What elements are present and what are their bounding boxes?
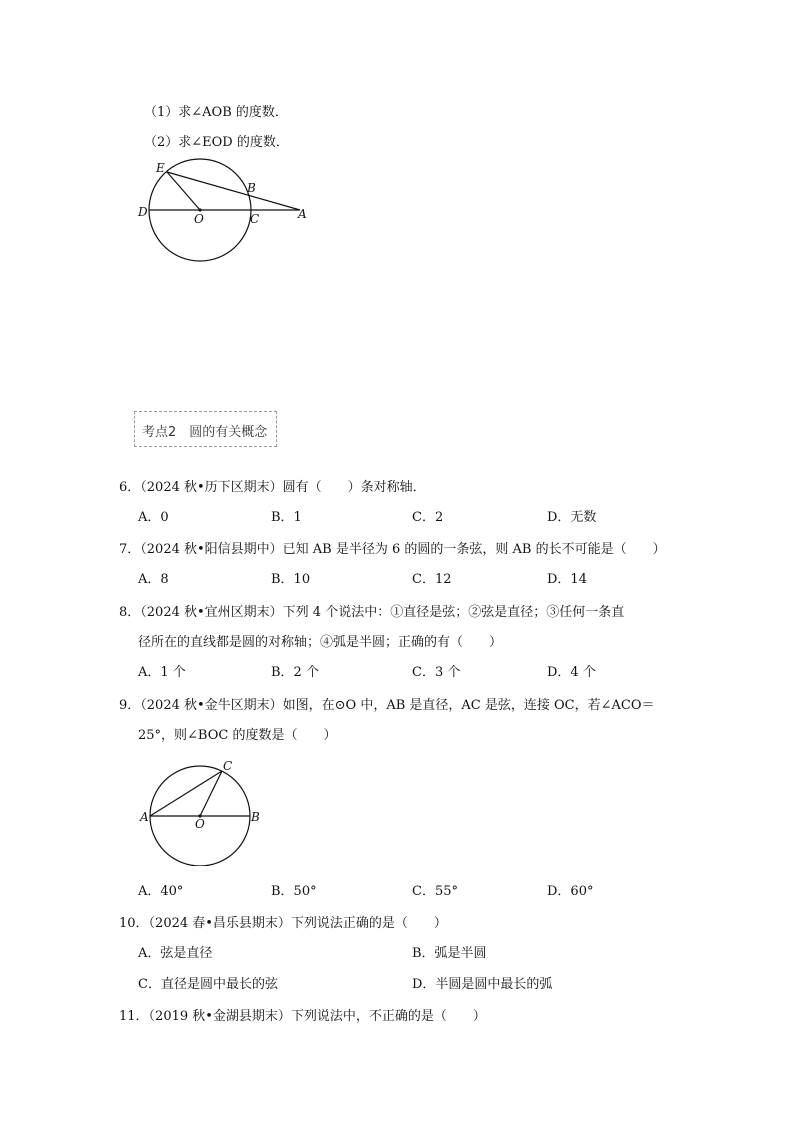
figure-circle-eoda <box>136 158 316 266</box>
label-o: O <box>194 212 204 226</box>
question-7: 7．（2024 秋•阳信县期中）已知 AB 是半径为 6 的圆的一条弦，则 AB 的长不可能是（ ） <box>119 542 666 557</box>
label-o2: O <box>195 817 205 831</box>
q8-option-c[interactable]: C．3 个 <box>412 665 461 680</box>
q7-option-d[interactable]: D．14 <box>547 572 587 587</box>
segment-eo <box>167 172 200 210</box>
sub-question-2: （2）求∠EOD 的度数． <box>144 135 289 150</box>
q10-option-d[interactable]: D．半圆是圆中最长的弧 <box>412 977 553 992</box>
q9-option-a[interactable]: A．40° <box>138 884 184 899</box>
question-8-line1: 8．（2024 秋•宜州区期末）下列 4 个说法中：①直径是弦；②弦是直径；③任何一条直 <box>119 605 625 620</box>
label-d: D <box>138 205 148 219</box>
q10-option-c[interactable]: C．直径是圆中最长的弦 <box>138 977 278 992</box>
q9-option-c[interactable]: C．55° <box>412 884 458 899</box>
section-tag-label: 考点2 圆的有关概念 <box>142 425 268 440</box>
q6-option-c[interactable]: C．2 <box>412 510 444 525</box>
question-10: 10．（2024 春•昌乐县期末）下列说法正确的是（ ） <box>119 916 447 931</box>
sub-question-1: （1）求∠AOB 的度数． <box>144 105 288 120</box>
q10-option-a[interactable]: A．弦是直径 <box>138 946 213 961</box>
q9-option-b[interactable]: B．50° <box>271 884 317 899</box>
question-6: 6．（2024 秋•历下区期末）圆有（ ）条对称轴． <box>119 480 426 495</box>
section-tag <box>134 411 277 447</box>
question-9-line2: 25°，则∠BOC 的度数是（ ） <box>138 728 337 743</box>
q7-option-c[interactable]: C．12 <box>412 572 452 587</box>
figure-circle-acob <box>138 758 264 866</box>
q7-option-b[interactable]: B．10 <box>271 572 311 587</box>
q8-option-a[interactable]: A．1 个 <box>138 665 186 680</box>
q8-option-b[interactable]: B．2 个 <box>271 665 319 680</box>
label-a: A <box>298 207 307 221</box>
question-11: 11．（2019 秋•金湖县期末）下列说法中，不正确的是（ ） <box>119 1009 486 1024</box>
label-c: C <box>250 212 260 226</box>
q6-option-b[interactable]: B．1 <box>271 510 302 525</box>
label-a2: A <box>140 810 149 824</box>
q6-option-d[interactable]: D．无数 <box>547 510 597 525</box>
label-c2: C <box>223 759 233 773</box>
question-9-line1: 9．（2024 秋•金牛区期末）如图，在⊙O 中，AB 是直径，AC 是弦，连接 OC，若∠ACO＝ <box>119 698 655 713</box>
q10-option-b[interactable]: B．弧是半圆 <box>412 946 487 961</box>
question-8-line2: 径所在的直线都是圆的对称轴；④弧是半圆；正确的有（ ） <box>138 635 503 650</box>
q7-option-a[interactable]: A．8 <box>138 572 169 587</box>
segment-ea <box>167 172 300 210</box>
q6-option-a[interactable]: A．0 <box>138 510 169 525</box>
q9-option-d[interactable]: D．60° <box>547 884 594 899</box>
label-e: E <box>156 161 165 175</box>
label-b2: B <box>251 810 260 824</box>
q8-option-d[interactable]: D．4 个 <box>547 665 596 680</box>
label-b: B <box>247 181 256 195</box>
